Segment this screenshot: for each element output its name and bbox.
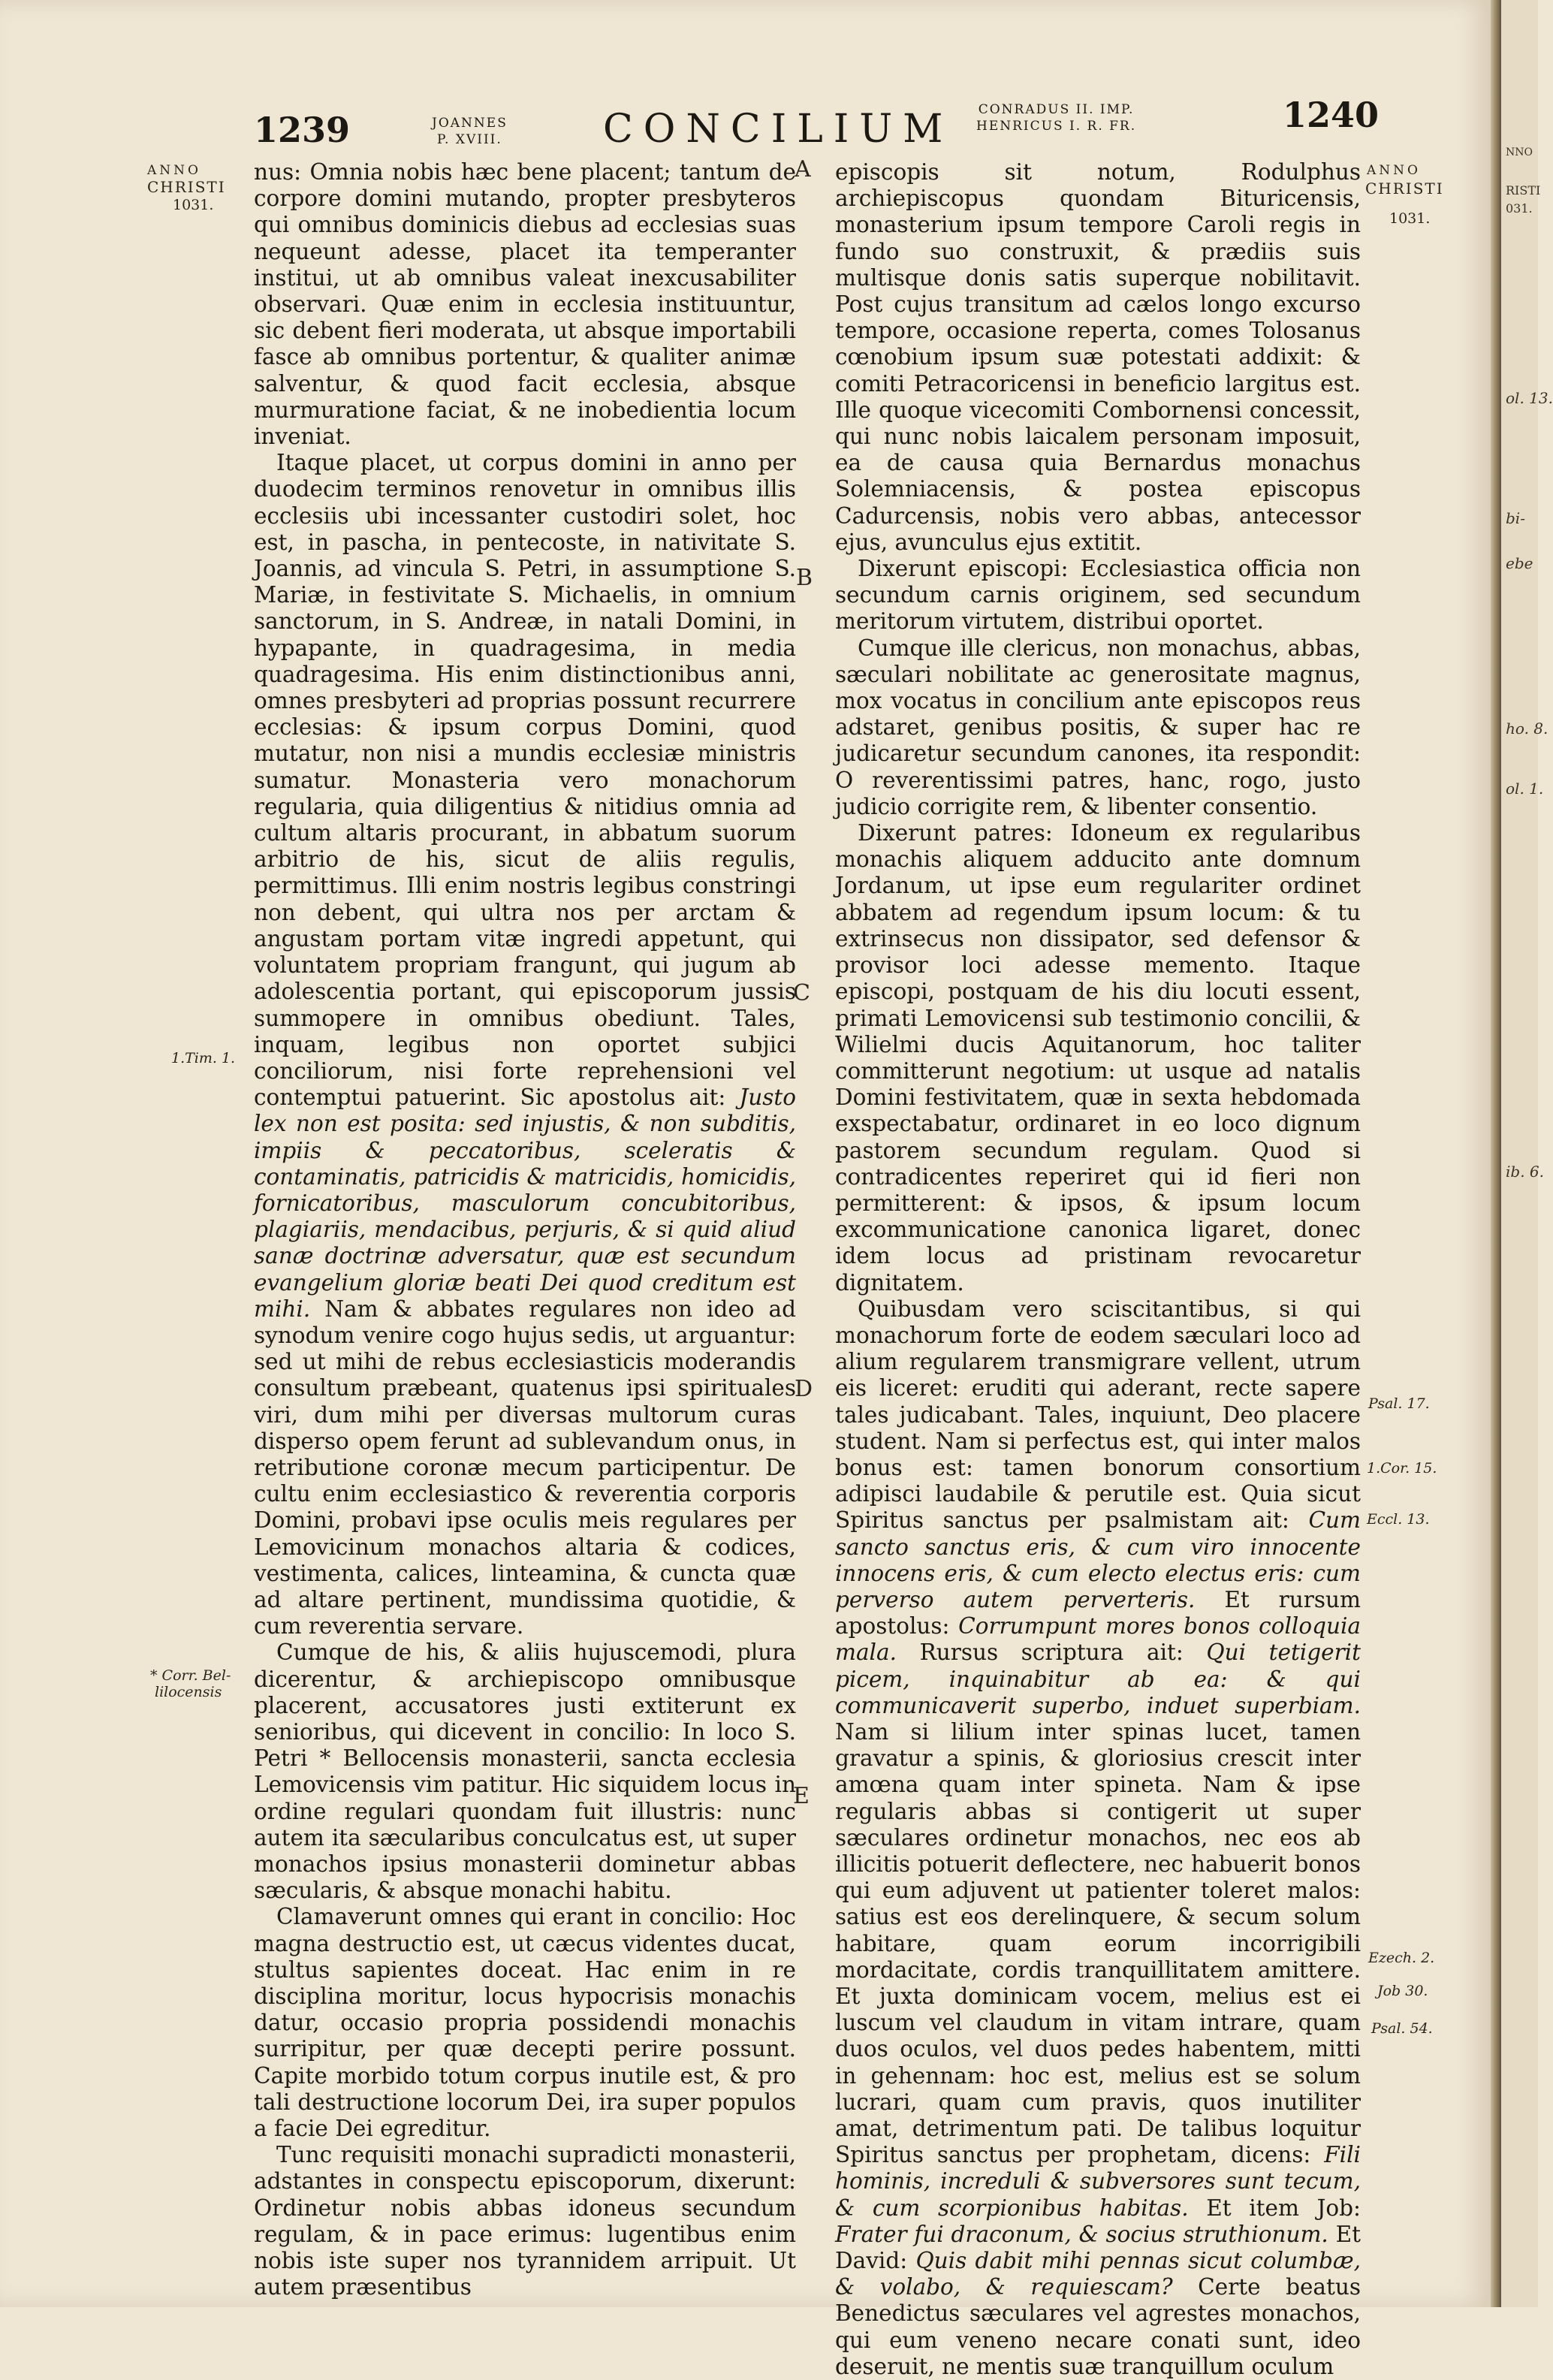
left-margin-ref-tim: 1.Tim. 1. <box>171 1050 236 1066</box>
right-margin-anno: ANNO <box>1367 163 1421 178</box>
right-paragraph: episcopis sit notum, Rodulphus archiepiscopus quondam Bituricensis, monasterium ipsum tempore Caroli regis in fundo suo construxit, & prædiis suis multisque donis satis superque nobilitavit. Post cujus transitum ad cælos longo excurso tempore, occasione reperta, comes Tolosanus cœnobium ipsum suæ potestati addixit: & comiti Petracoricensi in beneficio largitus est. Ille quoque vicecomiti Combornensi concessit, qui nunc nobis laicalem personam imposuit, ea de causa quia Bernardus monachus Solemniacensis, & postea episcopus Cadurcensis, nobis vero abbas, antecessor ejus, avunculus ejus extitit. <box>835 159 1361 555</box>
left-margin-ref-corr-1: * Corr. Bel- <box>150 1667 231 1684</box>
right-author-line-1: CONRADUS II. IMP. <box>978 102 1135 117</box>
next-page-fragment: ebe <box>1506 554 1533 572</box>
left-running-author <box>432 115 508 148</box>
text-run: Nam & abbates regulares non ideo ad synodum venire cogo hujus sedis, ut arguantur: sed ut mihi de rebus ecclesiasticis moderandis consultum præbeant, quatenus ipsi spirituales viri, dum mihi per diversas multorum curas disperso opem ferunt ad sublevandum onus, in retributione coronæ mecum participentur. De cultu enim ecclesiastico & reverentia corporis Domini, probavi ipse oculis meis regulares per Lemovicinum monachos altaria & codices, vestimenta, calices, linteamina, & cuncta quæ ad altare pertinent, mundissima quotidie, & cum reverentia servare. <box>254 1296 796 1639</box>
right-paragraph: Cumque ille clericus, non monachus, abbas, sæculari nobilitate ac generositate magnus, mox vocatus in concilium ante episcopos reus adstaret, genibus positis, & super hac re judicaretur secundum canones, ita respondit: O reverentissimi patres, hanc, rogo, justo judicio corrigite rem, & libenter consentio. <box>835 635 1361 819</box>
section-letter-d: D <box>795 1376 813 1402</box>
next-page-fragment: RISTI <box>1506 183 1541 198</box>
text-run: Certe beatus Benedictus sæculares vel agrestes monachos, qui eum veneno necare conati sunt, ideo deseruit, ne mentis suæ tranquillum oculum <box>835 2274 1361 2379</box>
right-paragraph: Dixerunt episcopi: Ecclesiastica officia non secundum carnis originem, sed secundum meritorum virtutem, distribui oportet. <box>835 556 1361 635</box>
right-margin-ref-psal54: Psal. 54. <box>1371 2020 1433 2037</box>
section-letter-c: C <box>793 980 810 1006</box>
left-paragraph <box>254 450 796 1639</box>
left-margin-year: 1031. <box>173 197 214 213</box>
right-text-column <box>835 159 1361 2380</box>
right-margin-year: 1031. <box>1389 210 1431 227</box>
text-run: Et rursum apostolus: <box>835 1586 1361 1639</box>
right-page-number: 1240 <box>1283 95 1380 135</box>
scripture-quote: Corrumpunt mores bonos colloquia mala. <box>835 1613 1361 1666</box>
scripture-quote: Cum sancto sanctus eris, & cum viro innocente innocens eris, & cum electo electus eris: cum perverso autem perverteris. <box>835 1507 1361 1612</box>
running-title: CONCILIUM <box>603 107 954 152</box>
next-page-fragment: ol. 1. <box>1506 780 1544 798</box>
scripture-quote: Frater fui draconum, & socius struthionum. <box>835 2221 1328 2247</box>
section-letter-a: A <box>795 156 811 182</box>
right-margin-ref-eccl13: Eccl. 13. <box>1367 1511 1430 1528</box>
right-paragraph <box>835 1296 1361 2380</box>
right-margin-christi: CHRISTI <box>1365 179 1444 198</box>
left-author-title: P. XVIII. <box>437 132 502 147</box>
left-page-number: 1239 <box>254 110 351 150</box>
text-run: Et David: <box>835 2221 1361 2274</box>
scripture-quote: Quis dabit mihi pennas sicut columbæ, & volabo, & requiescam? <box>835 2248 1361 2300</box>
scripture-quote: Justo lex non est posita: sed injustis, & non subditis, impiis & peccatoribus, sceleratis & contaminatis, patricidis & matricidis, homicidis, fornicatoribus, masculorum concubitoribus, plagiariis, mendacibus, perjuris, & si quid aliud sanæ doctrinæ adversatur, quæ est secundum evangelium gloriæ beati Dei quod creditum est mihi. <box>254 1084 796 1322</box>
text-run: Rursus scriptura ait: <box>919 1639 1184 1666</box>
right-paragraph: Dixerunt patres: Idoneum ex regularibus monachis aliquem adducito ante domnum Jordanum, ut ipse eum regulariter ordinet abbatem ad regendum ipsum locum: & tu extrinsecus non dissipator, sed defensor & provisor loci adesse memento. Itaque episcopi, postquam de his diu locuti essent, primati Lemovicensi sub testimonio concilii, & Wilielmi ducis Aquitanorum, hoc taliter committerunt negotium: ut usque ad natalis Domini festivitatem, quæ in sexta hebdomada exspectabatur, ordinaret in eo loco dignum pastorem secundum regulam. Quod si contradicentes reperiret qui id fieri non permitterent: & ipsos, & ipsum locum excommunicatione canonica ligaret, donec idem locus ad pristinam revocaretur dignitatem. <box>835 820 1361 1296</box>
right-margin-ref-ezech2: Ezech. 2. <box>1368 1950 1435 1966</box>
right-running-author <box>976 101 1136 134</box>
next-page-fragment: ho. 8. <box>1506 719 1548 738</box>
text-run: Itaque placet, ut corpus domini in anno per duodecim terminos renovetur in omnibus illis ecclesiis ubi incessanter custodiri solet, hoc est, in pascha, in pentecoste, in nativitate S. Joannis, ad vincula S. Petri, in assumptione S. Mariæ, in festivitate S. Michaelis, in omnium sanctorum, in S. Andreæ, in natali Domini, in hypapante, in quadragesima, in media quadragesima. His enim distinctionibus anni, omnes presbyteri ad proprias possunt recurrere ecclesias: & ipsum corpus Domini, quod mutatur, non nisi a mundis ecclesiæ ministris sumatur. Monasteria vero monachorum regularia, quia diligentius & nitidius omnia ad cultum altaris procurant, in abbatum suorum arbitrio de his, sicut de aliis regulis, permittimus. Illi enim nostris legibus constringi non debent, qui ultra nos per arctam & angustam portam vitæ ingredi appetunt, qui voluntatem propriam frangunt, qui jugum ab adolescentia portant, qui episcoporum jussis summopere in omnibus obediunt. Tales, inquam, legibus non oportet subjici conciliorum, nisi forte reprehensioni vel contemptui patuerint. Sic apostolus ait: <box>254 450 796 1111</box>
left-author-name: JOANNES <box>432 116 508 131</box>
left-margin-anno: ANNO <box>147 163 201 178</box>
right-margin-ref-cor15: 1.Cor. 15. <box>1367 1460 1437 1477</box>
section-letter-e: E <box>793 1783 810 1809</box>
adjacent-page-edge <box>1501 0 1553 2307</box>
right-margin-ref-psal17: Psal. 17. <box>1368 1395 1430 1412</box>
next-page-fragment: NNO <box>1506 146 1533 158</box>
next-page-fragment: bi- <box>1506 509 1525 527</box>
scripture-quote: Qui tetigerit picem, inquinabitur ab ea: & qui communicaverit superbo, induet superbiam. <box>835 1639 1361 1718</box>
next-page-fragment: ib. 6. <box>1506 1163 1544 1181</box>
scripture-quote: Fili hominis, increduli & subversores sunt tecum, & cum scorpionibus habitas. <box>835 2142 1361 2221</box>
left-paragraph: Clamaverunt omnes qui erant in concilio: Hoc magna destructio est, ut cæcus videntes ducat, stultus sapientes doceat. Hac enim in re disciplina moritur, locus hypocrisis monachis datur, occasio propria possidendi monachis surripitur, per quæ decepti perire possunt. Capite morbido totum corpus inutile est, & pro tali destructione locorum Dei, ira super populos a facie Dei egreditur. <box>254 1904 796 2142</box>
left-paragraph: Cumque de his, & aliis hujuscemodi, plura dicerentur, & archiepiscopo omnibusque placerent, accusatores justi extiterunt ex senioribus, qui dicevent in concilio: In loco S. Petri * Bellocensis monasterii, sancta ecclesia Lemovicensis vim patitur. Hic siquidem locus in ordine regulari quondam fuit illustris: nunc autem ita sæcularibus conculcatus est, ut super monachos ipsius monasterii dominetur abbas sæcularis, & absque monachi habitu. <box>254 1639 796 1904</box>
book-gutter <box>1491 0 1501 2307</box>
left-margin-christi: CHRISTI <box>147 178 226 196</box>
next-page-fragment: ol. 13. <box>1506 389 1553 407</box>
left-paragraph: nus: Omnia nobis hæc bene placent; tantum de corpore domini mutando, propter presbyteros qui omnibus dominicis diebus ad ecclesias suas nequeunt adesse, placet ita temperanter institui, ut ab omnibus valeat inexcusabiliter observari. Quæ enim in ecclesia instituuntur, sic debent fieri moderata, ut absque importabili fasce ab omnibus portentur, & qualiter animæ salventur, & quod facit ecclesia, absque murmuratione faciat, & ne inobedientia locum inveniat. <box>254 159 796 450</box>
text-run: Nam si lilium inter spinas lucet, tamen gravatur a spinis, & gloriosius crescit inter amœna quam inter spineta. Nam & ipse regularis abbas si contigerit ut super sæculares ordinetur monachos, nec eos ab illicitis potuerit deflectere, nec habuerit bonos qui eum adjuvent ut patienter toleret malos: satius est eos derelinquere, & secum solum habitare, quam eorum incorrigibili mordacitate, cordis tranquillitatem amittere. Et juxta dominicam vocem, melius est ei luscum vel claudum in vitam intrare, quam duos oculos, vel duos pedes habentem, mitti in gehennam: hoc est, melius est se solum lucrari, quam cum pravis, quos inutiliter amat, detrimentum pati. De talibus loquitur Spiritus sanctus per prophetam, dicens: <box>835 1718 1361 2168</box>
next-page-fragment: 031. <box>1506 201 1533 216</box>
right-author-line-2: HENRICUS I. R. FR. <box>976 119 1137 134</box>
left-paragraph: Tunc requisiti monachi supradicti monasterii, adstantes in conspectu episcoporum, dixerunt: Ordinetur nobis abbas idoneus secundum regulam, & in pace erimus: lugentibus enim nobis iste super nos tyrannidem arripuit. Ut autem præsentibus <box>254 2142 796 2300</box>
section-letter-b: B <box>796 565 813 591</box>
text-run: Et item Job: <box>1206 2194 1361 2221</box>
right-margin-ref-job30: Job 30. <box>1377 1983 1428 1999</box>
left-margin-ref-corr-2: lilocensis <box>155 1684 222 1700</box>
left-text-column <box>254 159 796 2300</box>
text-run: Quibusdam vero sciscitantibus, si qui monachorum forte de eodem sæculari loco ad alium regularem transmigrare vellent, utrum eis liceret: eruditi qui aderant, recte sapere tales judicabant. Tales, inquiunt, Deo placere student. Nam si perfectus est, qui inter malos bonus est: tamen bonorum consortium adipisci laudabile & perutile est. Quia sicut Spiritus sanctus per psalmistam ait: <box>835 1296 1361 1534</box>
